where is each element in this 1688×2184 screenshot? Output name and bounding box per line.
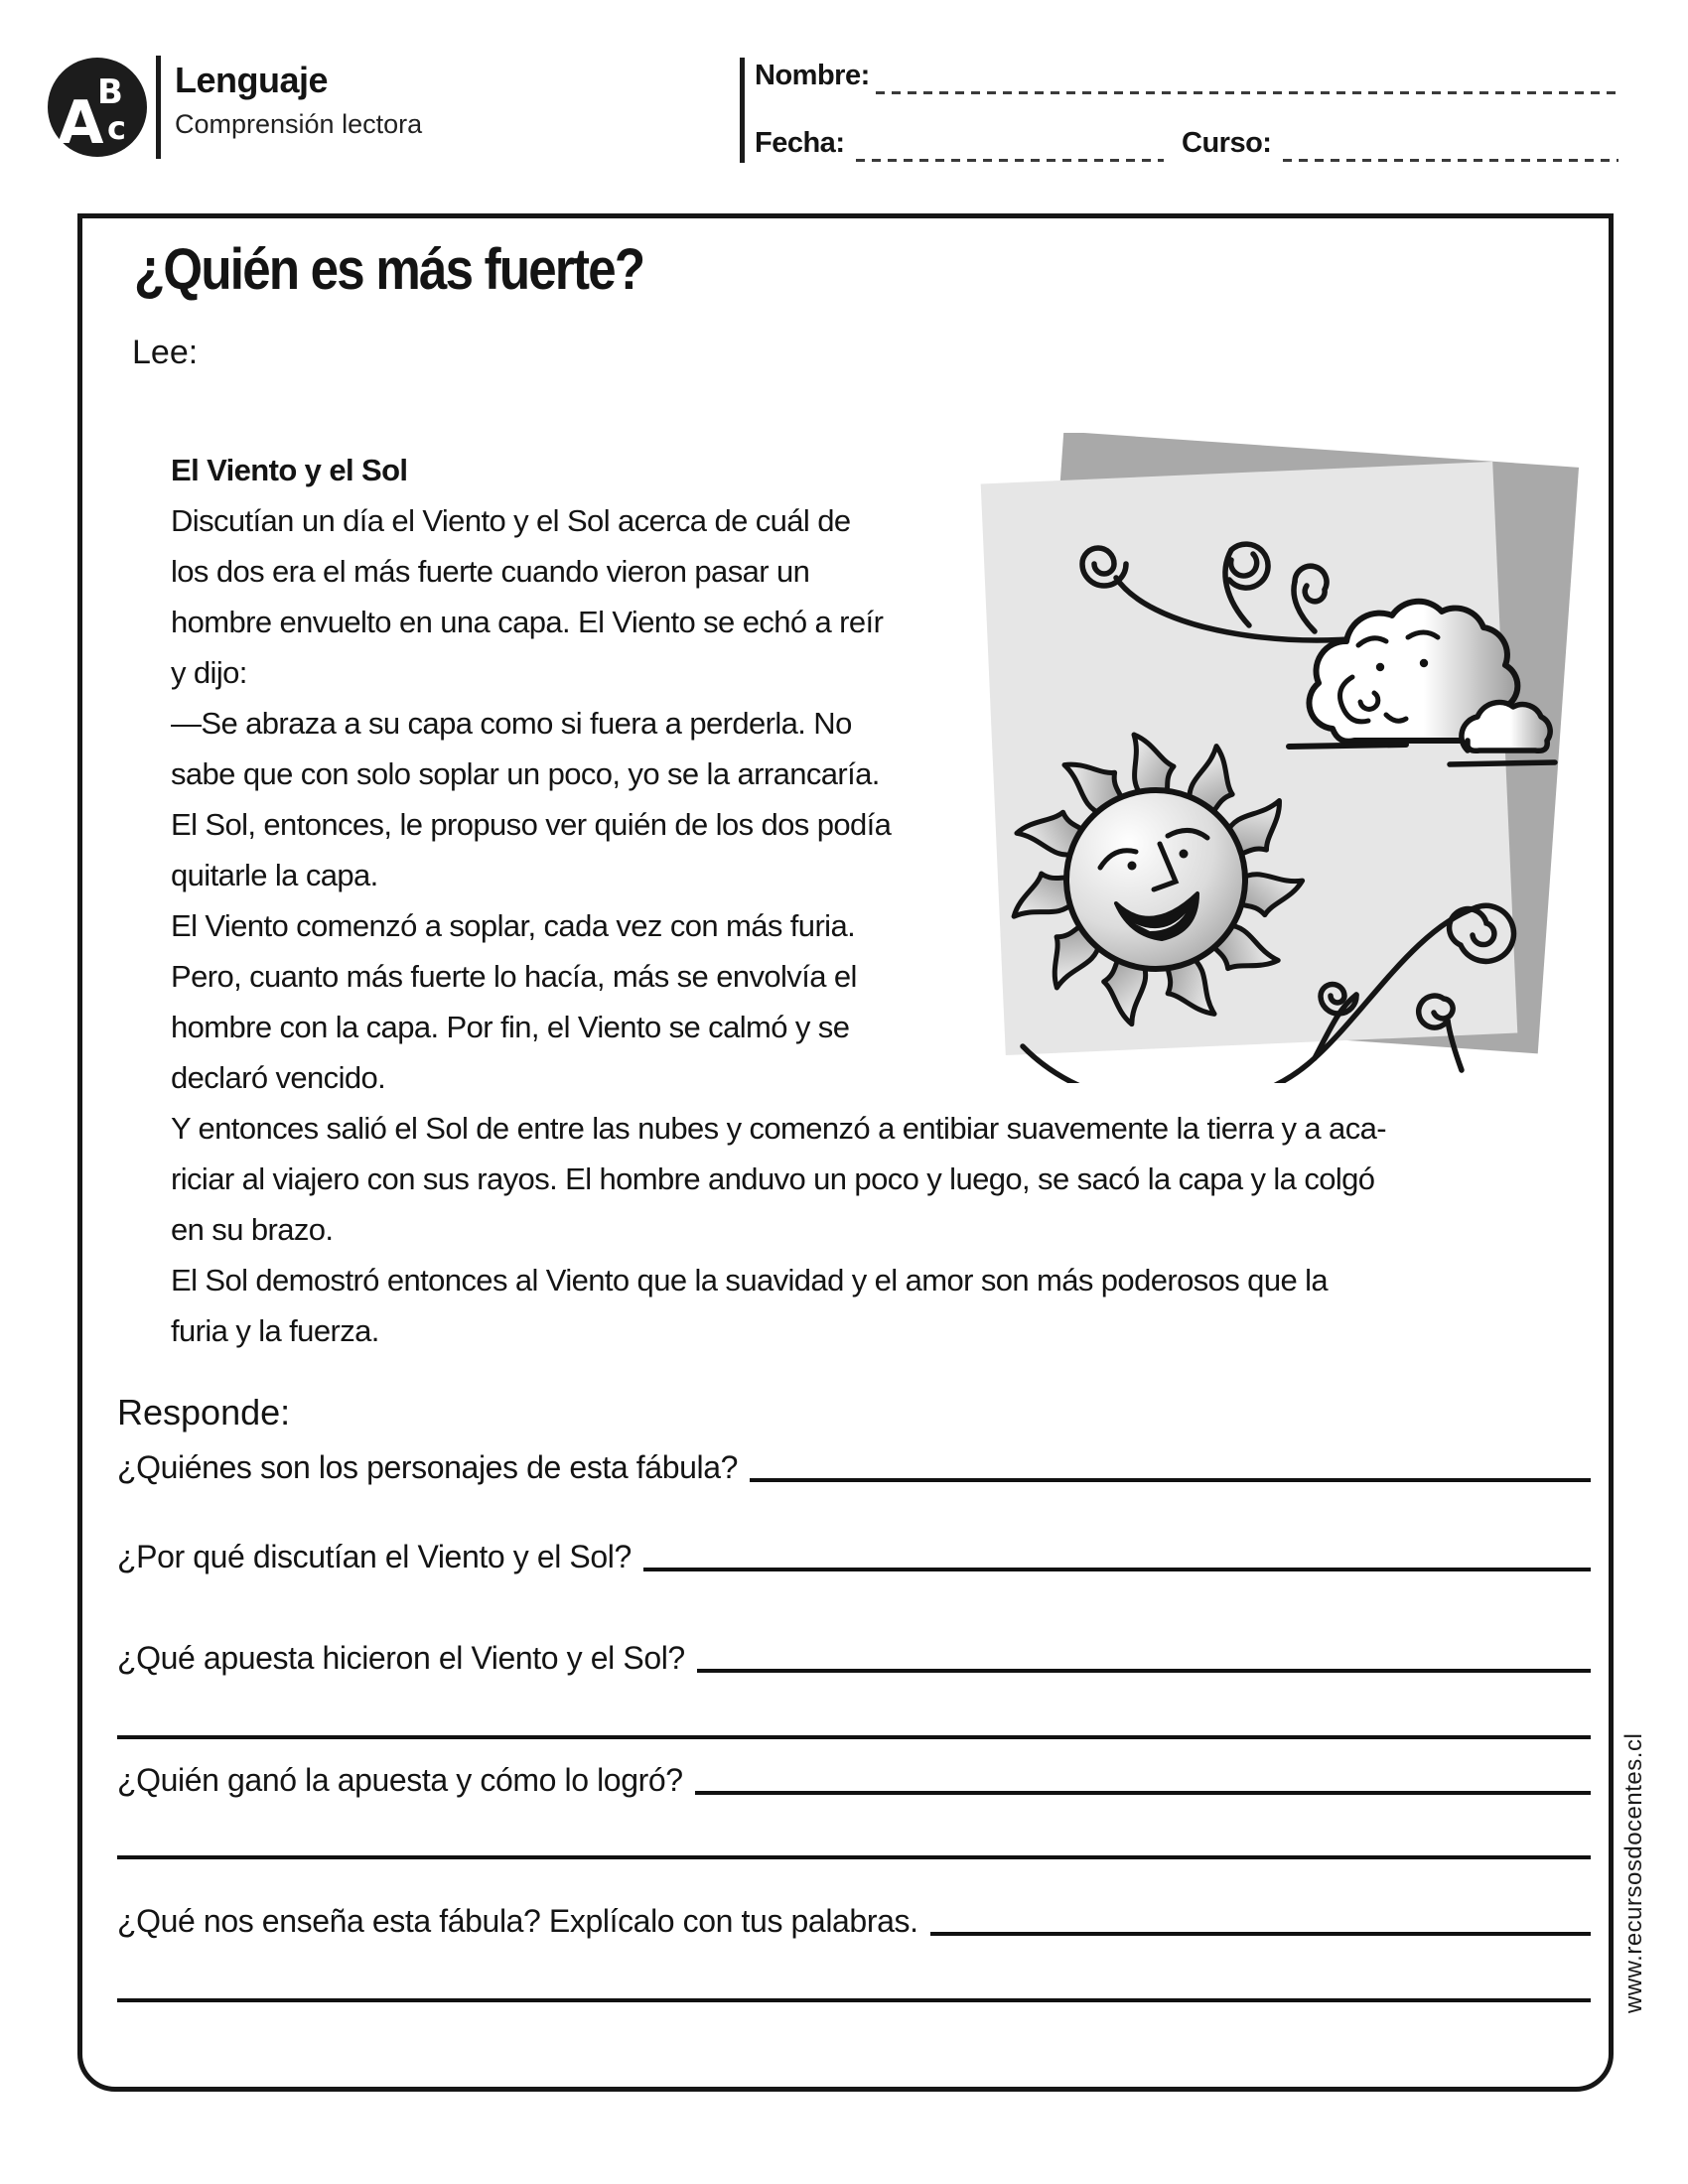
answer-line[interactable]: [117, 1855, 1591, 1859]
story-line: —Se abraza a su capa como si fuera a perderla. No: [171, 706, 852, 741]
date-label: Fecha:: [755, 127, 845, 159]
course-input-line[interactable]: [1283, 159, 1618, 162]
story-illustration: [965, 433, 1591, 1083]
course-label: Curso:: [1182, 127, 1272, 159]
answer-line[interactable]: [695, 1791, 1591, 1795]
story-line: Discutían un día el Viento y el Sol acerca de cuál de: [171, 503, 851, 538]
subject-title: Lenguaje: [175, 60, 329, 100]
story-text-narrow: [171, 445, 965, 1103]
story-title: El Viento y el Sol: [171, 453, 408, 487]
fields-divider: [740, 58, 745, 163]
story-line: y dijo:: [171, 655, 247, 690]
story-line: hombre con la capa. Por fin, el Viento se calmó y se: [171, 1010, 850, 1044]
story-line: hombre envuelto en una capa. El Viento se echó a reír: [171, 605, 884, 639]
answer-line[interactable]: [697, 1669, 1591, 1673]
website-vertical-text: www.recursosdocentes.cl: [1620, 1732, 1647, 2013]
question-text: ¿Por qué discutían el Viento y el Sol?: [117, 1539, 632, 1574]
answer-line[interactable]: [750, 1478, 1591, 1482]
question-row: [117, 1537, 1591, 1576]
svg-text:A: A: [58, 88, 104, 158]
svg-text:B: B: [97, 72, 123, 112]
respond-label: Responde:: [117, 1392, 291, 1433]
question-text: ¿Qué apuesta hicieron el Viento y el Sol?: [117, 1640, 685, 1676]
story-line: quitarle la capa.: [171, 858, 378, 892]
name-input-line[interactable]: [876, 91, 1618, 94]
story-line: riciar al viajero con sus rayos. El hombre anduvo un poco y luego, se sacó la capa y la colgó: [171, 1161, 1375, 1196]
question-row: [117, 1760, 1591, 1800]
answer-line[interactable]: [117, 1735, 1591, 1739]
story-line: Pero, cuanto más fuerte lo hacía, más se envolvía el: [171, 959, 857, 994]
abc-logo-icon: [46, 56, 149, 161]
story-line: en su brazo.: [171, 1212, 334, 1247]
story-line: declaró vencido.: [171, 1060, 386, 1095]
story-line: El Sol, entonces, le propuso ver quién de los dos podía: [171, 807, 892, 842]
question-row: [117, 1901, 1591, 1941]
story-line: los dos era el más fuerte cuando vieron pasar un: [171, 554, 810, 589]
answer-line[interactable]: [117, 1998, 1591, 2002]
answer-line[interactable]: [643, 1568, 1591, 1571]
story-line: El Viento comenzó a soplar, cada vez con más furia.: [171, 908, 856, 943]
question-row: [117, 1447, 1591, 1487]
svg-text:c: c: [107, 109, 126, 147]
subject-subtitle: Comprensión lectora: [175, 109, 423, 139]
question-text: ¿Qué nos enseña esta fábula? Explícalo con tus palabras.: [117, 1903, 918, 1939]
story-text-wide: [171, 1103, 1601, 1356]
story-line: Y entonces salió el Sol de entre las nubes y comenzó a entibiar suavemente la tierra y a aca-: [171, 1111, 1386, 1146]
page-title: ¿Quién es más fuerte?: [134, 237, 644, 302]
read-instruction: Lee:: [132, 334, 199, 371]
question-row: [117, 1638, 1591, 1678]
question-text: ¿Quién ganó la apuesta y cómo lo logró?: [117, 1762, 683, 1798]
story-line: furia y la fuerza.: [171, 1313, 379, 1348]
story-line: El Sol demostró entonces al Viento que la suavidad y el amor son más poderosos que la: [171, 1263, 1329, 1297]
question-text: ¿Quiénes son los personajes de esta fábula?: [117, 1449, 738, 1485]
answer-line[interactable]: [930, 1932, 1591, 1936]
story-line: sabe que con solo soplar un poco, yo se la arrancaría.: [171, 756, 880, 791]
logo-divider: [156, 56, 161, 159]
date-input-line[interactable]: [856, 159, 1164, 162]
name-label: Nombre:: [755, 60, 870, 91]
